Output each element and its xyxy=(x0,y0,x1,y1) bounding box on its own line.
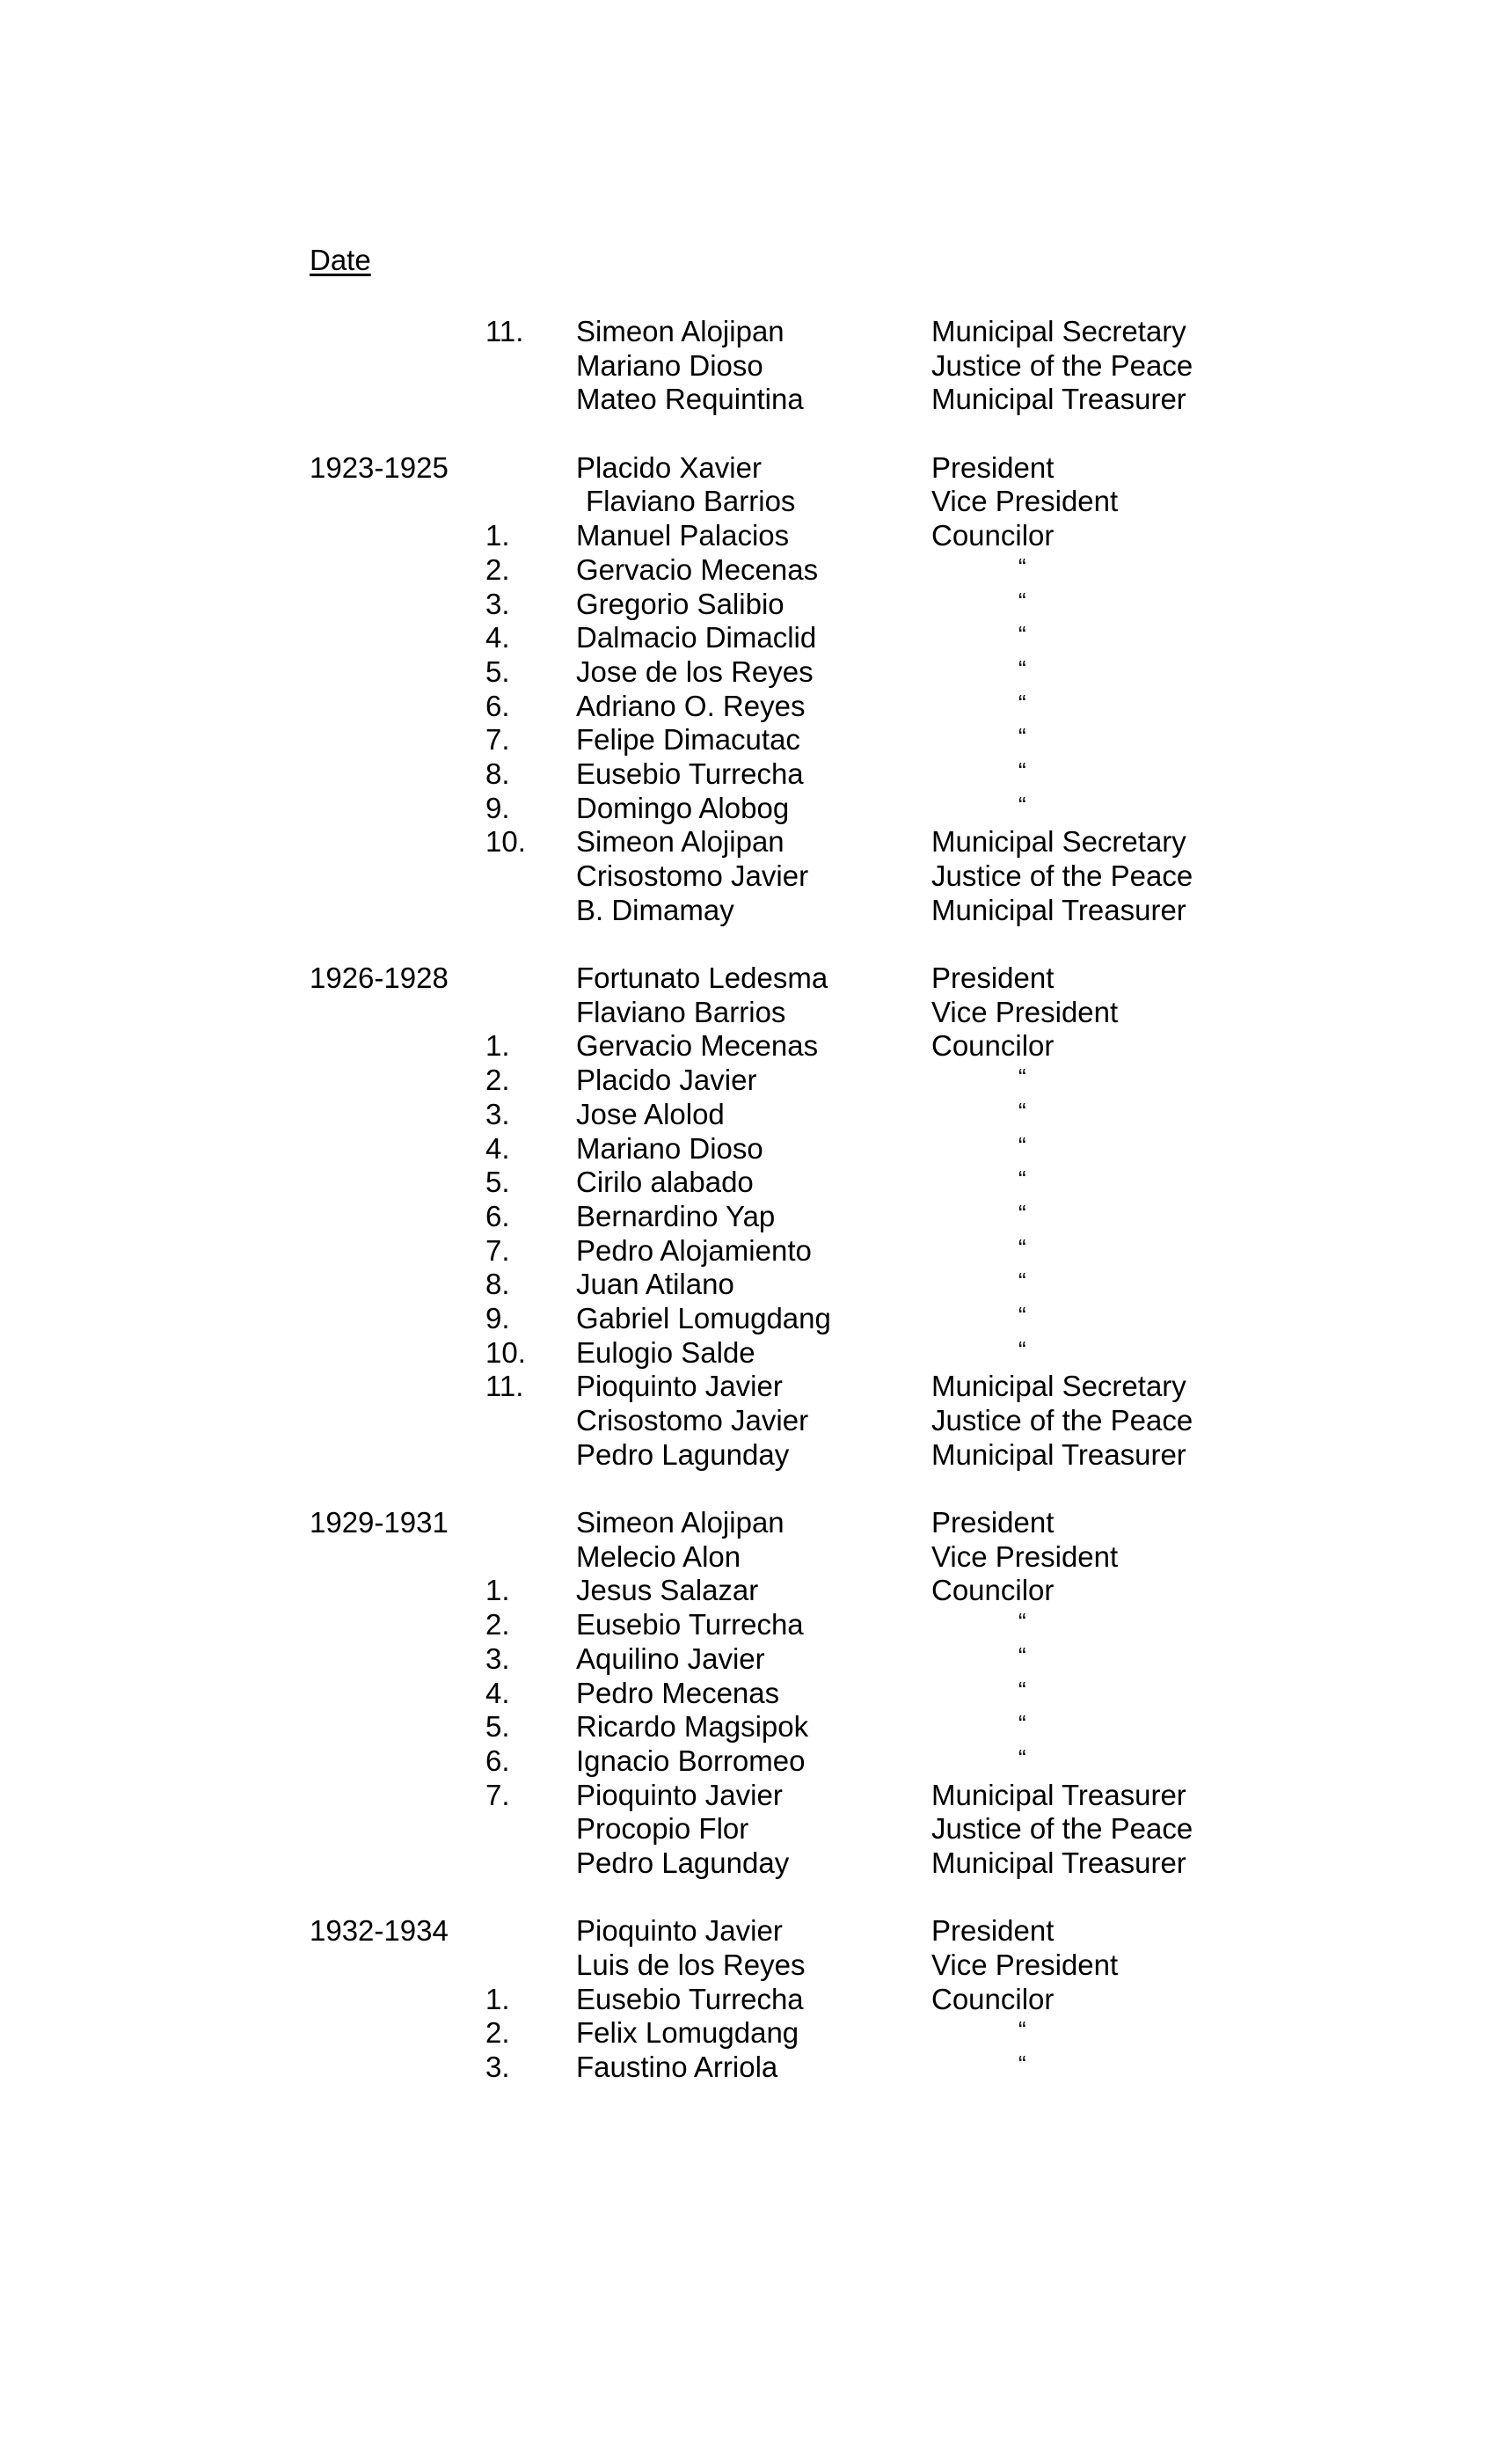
official-row xyxy=(0,1268,1496,1302)
official-name: Placido Xavier xyxy=(576,450,762,484)
row-number: 1. xyxy=(485,519,510,552)
ditto-mark: “ xyxy=(1018,689,1026,716)
official-name: Faustino Arriola xyxy=(576,2051,778,2084)
official-row xyxy=(0,349,1496,384)
ditto-mark: “ xyxy=(1018,1301,1026,1328)
ditto-mark: “ xyxy=(1018,1335,1026,1363)
row-number: 2. xyxy=(485,2016,510,2050)
official-row xyxy=(0,315,1496,349)
official-row xyxy=(0,2016,1496,2051)
row-number: 7. xyxy=(485,1778,510,1811)
ditto-mark: “ xyxy=(1018,757,1026,784)
official-name: Felix Lomugdang xyxy=(576,2016,799,2050)
official-position: Municipal Secretary xyxy=(931,315,1186,347)
official-row xyxy=(0,757,1496,792)
official-position: Justice of the Peace xyxy=(931,348,1193,382)
official-row xyxy=(0,383,1496,417)
official-position: President xyxy=(931,961,1054,995)
row-number: 3. xyxy=(485,1641,510,1675)
official-row xyxy=(0,621,1496,655)
official-name: Gregorio Salibio xyxy=(576,587,784,620)
ditto-mark: “ xyxy=(1018,1199,1026,1226)
ditto-mark: “ xyxy=(1018,2051,1026,2078)
official-row xyxy=(0,961,1496,996)
date-column-heading: Date xyxy=(310,244,371,276)
official-row xyxy=(0,1200,1496,1234)
row-number: 5. xyxy=(485,1710,510,1744)
official-name: Flaviano Barrios xyxy=(586,485,796,518)
official-name: Adriano O. Reyes xyxy=(576,689,806,722)
official-position: Municipal Treasurer xyxy=(931,1846,1186,1879)
official-name: Fortunato Ledesma xyxy=(576,961,828,995)
official-row xyxy=(0,690,1496,724)
officials-list xyxy=(0,315,1496,2085)
official-name: Simeon Alojipan xyxy=(576,315,784,347)
official-row xyxy=(0,588,1496,622)
official-row xyxy=(0,859,1496,894)
official-row xyxy=(0,1914,1496,1949)
official-name: Juan Atilano xyxy=(576,1268,734,1301)
official-name: B. Dimamay xyxy=(576,893,734,926)
official-position: Vice President xyxy=(931,1539,1119,1573)
official-name: Placido Javier xyxy=(576,1064,757,1097)
official-row xyxy=(0,1949,1496,1983)
official-name: Cirilo alabado xyxy=(576,1166,754,1199)
official-position: President xyxy=(931,1914,1054,1948)
official-name: Crisostomo Javier xyxy=(576,859,809,892)
row-number: 5. xyxy=(485,1166,510,1199)
official-row xyxy=(0,1029,1496,1064)
official-name: Gervacio Mecenas xyxy=(576,1029,819,1063)
ditto-mark: “ xyxy=(1018,2016,1026,2044)
official-row xyxy=(0,1336,1496,1371)
row-number: 6. xyxy=(485,1199,510,1232)
row-number: 4. xyxy=(485,1676,510,1709)
row-number: 3. xyxy=(485,587,510,620)
official-row xyxy=(0,1779,1496,1813)
official-row xyxy=(0,1438,1496,1473)
official-name: Pedro Alojamiento xyxy=(576,1233,812,1267)
official-row xyxy=(0,1744,1496,1779)
official-position: Municipal Secretary xyxy=(931,1370,1186,1403)
official-position: Councilor xyxy=(931,1029,1054,1063)
official-position: Councilor xyxy=(931,519,1054,552)
official-position: Municipal Secretary xyxy=(931,825,1186,859)
official-position: President xyxy=(931,450,1054,484)
official-name: Gabriel Lomugdang xyxy=(576,1301,831,1334)
official-position: Vice President xyxy=(931,1949,1119,1981)
row-number: 2. xyxy=(485,552,510,586)
official-row xyxy=(0,1506,1496,1540)
official-name: Gervacio Mecenas xyxy=(576,552,819,586)
official-row xyxy=(0,1132,1496,1166)
official-row xyxy=(0,1710,1496,1744)
official-name: Pedro Lagunday xyxy=(576,1437,790,1471)
ditto-mark: “ xyxy=(1018,1064,1026,1091)
official-name: Pioquinto Javier xyxy=(576,1370,783,1403)
ditto-mark: “ xyxy=(1018,723,1026,750)
official-name: Pioquinto Javier xyxy=(576,1914,783,1948)
official-name: Manuel Palacios xyxy=(576,519,790,552)
row-number: 8. xyxy=(485,1268,510,1301)
official-name: Jose de los Reyes xyxy=(576,654,814,688)
official-row xyxy=(0,1234,1496,1269)
official-name: Domingo Alobog xyxy=(576,791,790,824)
ditto-mark: “ xyxy=(1018,1097,1026,1124)
official-position: Vice President xyxy=(931,485,1119,518)
official-row xyxy=(0,1677,1496,1711)
official-position: Justice of the Peace xyxy=(931,1404,1193,1437)
row-number: 3. xyxy=(485,1097,510,1130)
official-name: Procopio Flor xyxy=(576,1812,749,1846)
ditto-mark: “ xyxy=(1018,654,1026,682)
ditto-mark: “ xyxy=(1018,1676,1026,1703)
official-name: Pioquinto Javier xyxy=(576,1778,783,1811)
official-row xyxy=(0,655,1496,690)
official-position: Councilor xyxy=(931,1574,1054,1607)
ditto-mark: “ xyxy=(1018,1641,1026,1669)
row-number: 2. xyxy=(485,1064,510,1097)
official-name: Ignacio Borromeo xyxy=(576,1744,806,1777)
ditto-mark: “ xyxy=(1018,1268,1026,1295)
row-number: 11. xyxy=(485,315,524,347)
ditto-mark: “ xyxy=(1018,1233,1026,1261)
ditto-mark: “ xyxy=(1018,552,1026,580)
ditto-mark: “ xyxy=(1018,1608,1026,1635)
row-number: 9. xyxy=(485,1301,510,1334)
ditto-mark: “ xyxy=(1018,587,1026,614)
official-row xyxy=(0,1846,1496,1881)
official-row xyxy=(0,1983,1496,2017)
official-name: Ricardo Magsipok xyxy=(576,1710,809,1744)
official-name: Simeon Alojipan xyxy=(576,825,784,859)
official-row xyxy=(0,894,1496,928)
row-number: 11. xyxy=(485,1370,524,1403)
official-position: Municipal Treasurer xyxy=(931,1437,1186,1471)
official-position: Councilor xyxy=(931,1982,1054,2015)
official-row xyxy=(0,1608,1496,1642)
ditto-mark: “ xyxy=(1018,1744,1026,1771)
official-name: Mariano Dioso xyxy=(576,348,763,382)
row-number: 10. xyxy=(485,825,526,859)
official-name: Aquilino Javier xyxy=(576,1641,765,1675)
official-position: Justice of the Peace xyxy=(931,859,1193,892)
row-number: 8. xyxy=(485,757,510,790)
official-name: Bernardino Yap xyxy=(576,1199,776,1232)
term-dates: 1929-1931 xyxy=(310,1506,449,1539)
official-position: Municipal Treasurer xyxy=(931,893,1186,926)
term-dates: 1932-1934 xyxy=(310,1914,449,1948)
official-row xyxy=(0,723,1496,757)
row-number: 6. xyxy=(485,1744,510,1777)
ditto-mark: “ xyxy=(1018,621,1026,648)
row-number: 4. xyxy=(485,1131,510,1165)
row-number: 5. xyxy=(485,654,510,688)
official-row xyxy=(0,825,1496,859)
term-dates: 1926-1928 xyxy=(310,961,449,995)
official-row xyxy=(0,1404,1496,1438)
official-name: Melecio Alon xyxy=(576,1539,741,1573)
official-position: Vice President xyxy=(931,995,1119,1028)
row-number: 1. xyxy=(485,1029,510,1063)
official-name: Jose Alolod xyxy=(576,1097,725,1130)
official-name: Dalmacio Dimaclid xyxy=(576,621,817,654)
row-number: 10. xyxy=(485,1335,526,1369)
official-row xyxy=(0,1812,1496,1846)
official-row xyxy=(0,485,1496,519)
row-number: 4. xyxy=(485,621,510,654)
official-name: Flaviano Barrios xyxy=(576,995,786,1028)
ditto-mark: “ xyxy=(1018,791,1026,818)
official-row xyxy=(0,1642,1496,1677)
official-name: Pedro Lagunday xyxy=(576,1846,790,1879)
ditto-mark: “ xyxy=(1018,1166,1026,1193)
official-row xyxy=(0,1098,1496,1132)
official-row xyxy=(0,1302,1496,1336)
official-row xyxy=(0,1064,1496,1098)
official-position: Municipal Treasurer xyxy=(931,1778,1186,1811)
official-name: Pedro Mecenas xyxy=(576,1676,780,1709)
official-row xyxy=(0,519,1496,553)
official-name: Simeon Alojipan xyxy=(576,1506,784,1539)
official-name: Jesus Salazar xyxy=(576,1574,759,1607)
official-name: Eulogio Salde xyxy=(576,1335,755,1369)
official-name: Eusebio Turrecha xyxy=(576,757,804,790)
official-row xyxy=(0,451,1496,486)
official-position: President xyxy=(931,1506,1054,1539)
official-row xyxy=(0,996,1496,1030)
ditto-mark: “ xyxy=(1018,1131,1026,1159)
official-name: Crisostomo Javier xyxy=(576,1404,809,1437)
row-number: 7. xyxy=(485,723,510,757)
official-name: Mateo Requintina xyxy=(576,383,804,416)
official-row xyxy=(0,2051,1496,2085)
row-number: 2. xyxy=(485,1608,510,1641)
official-row xyxy=(0,792,1496,826)
ditto-mark: “ xyxy=(1018,1710,1026,1737)
official-name: Eusebio Turrecha xyxy=(576,1982,804,2015)
official-name: Luis de los Reyes xyxy=(576,1949,806,1981)
row-number: 3. xyxy=(485,2051,510,2084)
official-name: Eusebio Turrecha xyxy=(576,1608,804,1641)
official-name: Mariano Dioso xyxy=(576,1131,763,1165)
official-position: Municipal Treasurer xyxy=(931,383,1186,416)
official-position: Justice of the Peace xyxy=(931,1812,1193,1846)
row-number: 1. xyxy=(485,1982,510,2015)
official-row xyxy=(0,1370,1496,1404)
row-number: 9. xyxy=(485,791,510,824)
row-number: 7. xyxy=(485,1233,510,1267)
row-number: 6. xyxy=(485,689,510,722)
row-number: 1. xyxy=(485,1574,510,1607)
official-row xyxy=(0,1166,1496,1200)
official-name: Felipe Dimacutac xyxy=(576,723,800,757)
official-row xyxy=(0,1540,1496,1575)
term-dates: 1923-1925 xyxy=(310,450,449,484)
official-row xyxy=(0,1574,1496,1608)
official-row xyxy=(0,553,1496,588)
